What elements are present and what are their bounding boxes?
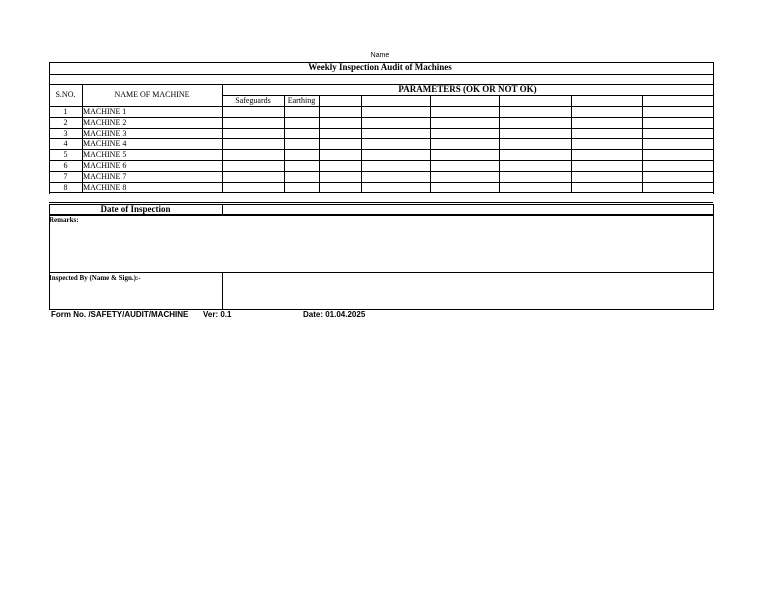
parameter-cell[interactable]	[285, 107, 318, 116]
parameter-cell[interactable]	[500, 107, 570, 116]
inspected-by-label: Inspected By (Name & Sign.):-	[49, 274, 141, 282]
parameter-cell[interactable]	[643, 150, 712, 159]
parameter-cell[interactable]	[431, 183, 498, 192]
divider-line	[713, 214, 714, 310]
parameter-cell[interactable]	[431, 172, 498, 181]
date-of-inspection-field[interactable]	[223, 205, 712, 214]
date-of-inspection-label: Date of Inspection	[100, 204, 171, 214]
row-machine-name: MACHINE 5	[83, 149, 127, 159]
parameter-cell[interactable]	[320, 118, 360, 127]
parameter-cell[interactable]	[431, 107, 498, 116]
grid-line	[571, 95, 572, 192]
parameter-cell[interactable]	[500, 118, 570, 127]
form-title: Weekly Inspection Audit of Machines	[308, 62, 452, 72]
form-date: Date: 01.04.2025	[303, 310, 366, 319]
grid-line	[49, 138, 713, 139]
parameter-cell[interactable]	[223, 150, 283, 159]
inspected-by-field[interactable]	[223, 273, 712, 309]
parameter-cell[interactable]	[320, 150, 360, 159]
parameter-cell[interactable]	[431, 150, 498, 159]
grid-line	[49, 106, 713, 107]
parameter-cell[interactable]	[500, 183, 570, 192]
parameter-cell[interactable]	[362, 150, 429, 159]
parameter-cell[interactable]	[320, 161, 360, 170]
parameter-cell[interactable]	[572, 183, 641, 192]
row-sno: 6	[63, 160, 68, 170]
parameter-cell[interactable]	[572, 118, 641, 127]
parameter-cell[interactable]	[643, 139, 712, 148]
parameter-cell[interactable]	[643, 161, 712, 170]
parameter-cell[interactable]	[572, 161, 641, 170]
parameter-cell[interactable]	[643, 118, 712, 127]
parameter-cell[interactable]	[285, 183, 318, 192]
parameter-cell[interactable]	[643, 172, 712, 181]
parameter-cell[interactable]	[320, 107, 360, 116]
parameter-cell[interactable]	[362, 161, 429, 170]
divider-line	[49, 214, 713, 216]
divider-line	[49, 214, 50, 310]
parameter-cell[interactable]	[285, 150, 318, 159]
parameter-cell[interactable]	[362, 139, 429, 148]
grid-line	[49, 160, 713, 161]
parameter-cell[interactable]	[285, 161, 318, 170]
grid-line	[222, 84, 223, 192]
parameters-header: PARAMETERS (OK OR NOT OK)	[398, 84, 537, 94]
parameter-cell[interactable]	[320, 129, 360, 138]
grid-line	[284, 95, 285, 192]
parameter-cell[interactable]	[362, 183, 429, 192]
grid-line	[49, 171, 713, 172]
form-version: Ver: 0.1	[203, 310, 232, 319]
parameter-cell[interactable]	[572, 129, 641, 138]
parameter-cell[interactable]	[500, 150, 570, 159]
row-machine-name: MACHINE 8	[83, 182, 127, 192]
row-machine-name: MACHINE 4	[83, 138, 127, 148]
parameter-cell[interactable]	[223, 118, 283, 127]
divider-line	[713, 204, 714, 214]
row-machine-name: MACHINE 3	[83, 128, 127, 138]
remarks-field[interactable]	[50, 225, 712, 271]
grid-line	[49, 192, 713, 193]
parameter-cell[interactable]	[572, 172, 641, 181]
name-label: Name	[370, 52, 390, 59]
parameter-cell[interactable]	[223, 161, 283, 170]
parameter-cell[interactable]	[500, 139, 570, 148]
grid-line	[361, 95, 362, 192]
parameter-column-header: Earthing	[287, 96, 316, 105]
row-sno: 3	[63, 128, 68, 138]
parameter-cell[interactable]	[572, 107, 641, 116]
divider-line	[49, 62, 713, 63]
divider-line	[713, 62, 714, 194]
grid-line	[430, 95, 431, 192]
grid-line	[49, 149, 713, 150]
row-sno: 8	[63, 182, 68, 192]
grid-line	[642, 95, 643, 192]
parameter-cell[interactable]	[362, 129, 429, 138]
parameter-cell[interactable]	[320, 183, 360, 192]
row-machine-name: MACHINE 1	[83, 106, 127, 116]
grid-line	[49, 182, 713, 183]
grid-line	[82, 84, 83, 192]
sno-header: S.NO.	[55, 90, 76, 99]
grid-line	[499, 95, 500, 192]
parameter-cell[interactable]	[223, 183, 283, 192]
row-sno: 4	[63, 138, 68, 148]
grid-line	[319, 95, 320, 192]
row-sno: 1	[63, 106, 68, 116]
parameter-cell[interactable]	[285, 129, 318, 138]
parameter-cell[interactable]	[500, 129, 570, 138]
remarks-label: Remarks:	[49, 216, 79, 224]
parameter-cell[interactable]	[320, 139, 360, 148]
parameter-cell[interactable]	[431, 118, 498, 127]
parameter-cell[interactable]	[362, 118, 429, 127]
parameter-cell[interactable]	[285, 139, 318, 148]
parameter-column-header: Safeguards	[235, 96, 271, 105]
grid-line	[49, 117, 713, 118]
parameter-cell[interactable]	[285, 118, 318, 127]
row-sno: 7	[63, 171, 68, 181]
parameter-cell[interactable]	[320, 172, 360, 181]
parameter-cell[interactable]	[643, 129, 712, 138]
parameter-cell[interactable]	[431, 161, 498, 170]
grid-line	[49, 128, 713, 129]
machine-name-header: NAME OF MACHINE	[114, 90, 190, 99]
parameter-cell[interactable]	[362, 107, 429, 116]
parameter-cell[interactable]	[362, 172, 429, 181]
form-number: Form No. /SAFETY/AUDIT/MACHINE	[51, 310, 189, 319]
row-sno: 5	[63, 149, 68, 159]
parameter-cell[interactable]	[572, 150, 641, 159]
parameter-cell[interactable]	[572, 139, 641, 148]
parameter-cell[interactable]	[431, 139, 498, 148]
grid-line	[49, 202, 713, 203]
row-machine-name: MACHINE 7	[83, 171, 127, 181]
parameter-cell[interactable]	[223, 172, 283, 181]
row-machine-name: MACHINE 6	[83, 160, 127, 170]
parameter-cell[interactable]	[223, 129, 283, 138]
parameter-cell[interactable]	[500, 172, 570, 181]
parameter-cell[interactable]	[643, 107, 712, 116]
parameter-cell[interactable]	[223, 139, 283, 148]
parameter-cell[interactable]	[643, 183, 712, 192]
row-machine-name: MACHINE 2	[83, 117, 127, 127]
parameter-cell[interactable]	[500, 161, 570, 170]
parameter-cell[interactable]	[285, 172, 318, 181]
row-sno: 2	[63, 117, 68, 127]
parameter-cell[interactable]	[223, 107, 283, 116]
divider-line	[49, 74, 713, 75]
parameter-cell[interactable]	[431, 129, 498, 138]
